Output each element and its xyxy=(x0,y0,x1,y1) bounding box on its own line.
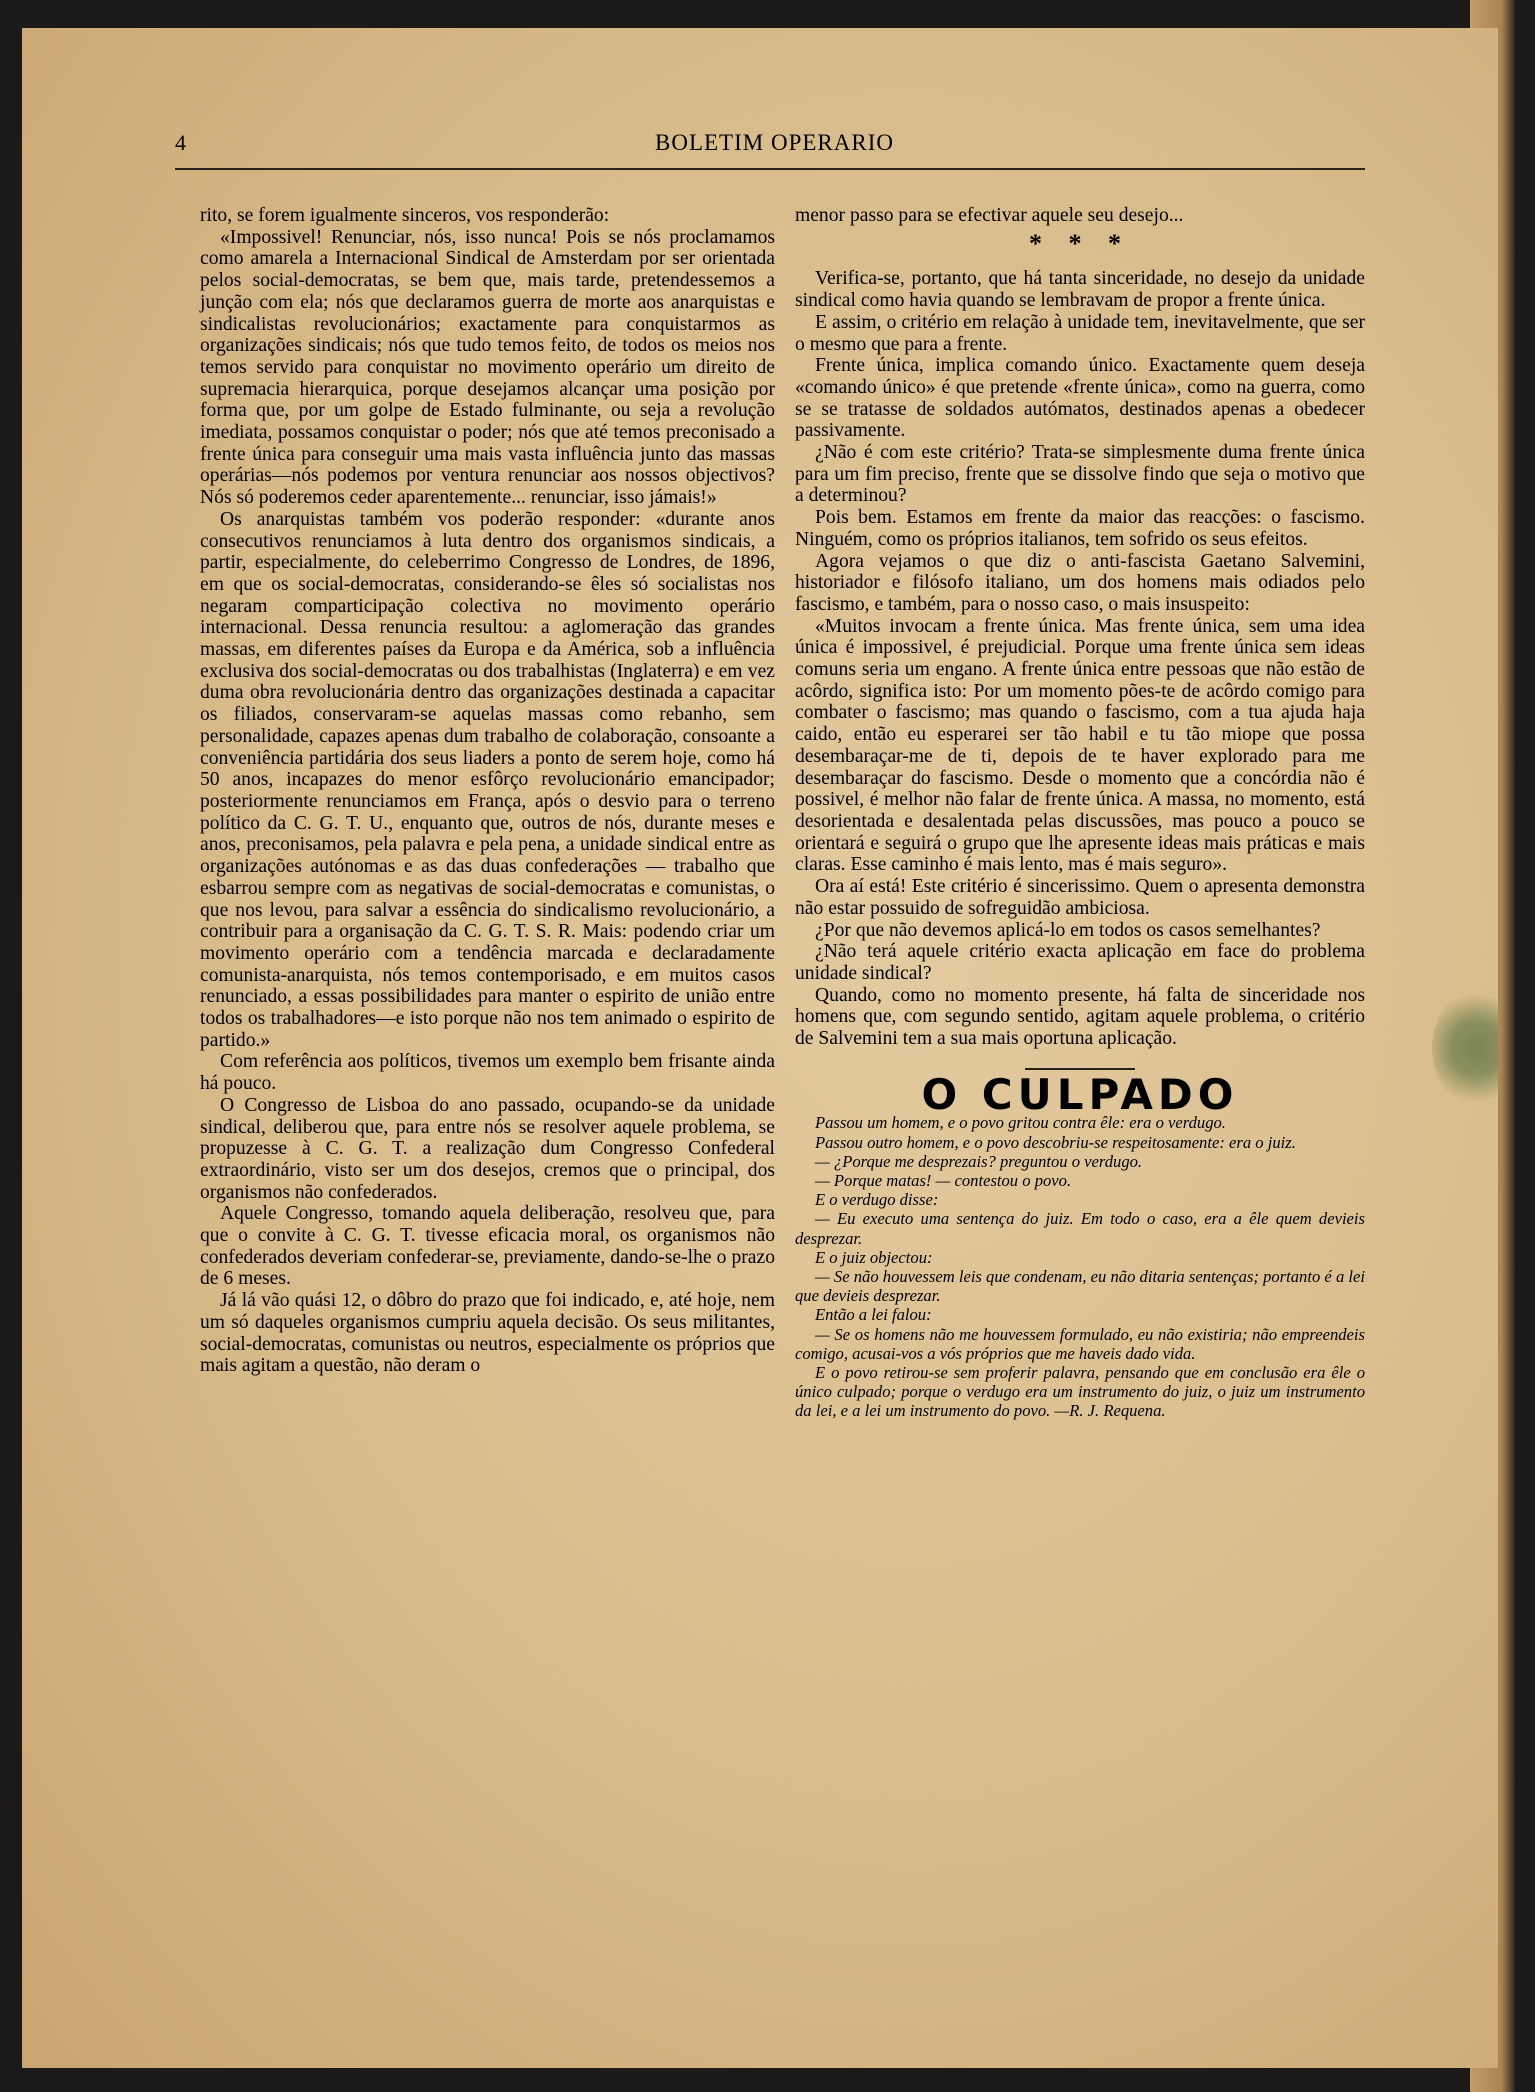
paragraph: ¿Por que não devemos aplicá-lo em todos os casos semelhantes? xyxy=(815,919,1321,941)
publication-title: BOLETIM OPERARIO xyxy=(655,130,894,155)
paragraph: Com referência aos políticos, tivemos um exemplo bem frisante ainda há pouco. xyxy=(200,1051,775,1095)
paragraph: ¿Não terá aquele critério exacta aplicação em face do problema unidade sindical? xyxy=(795,941,1365,984)
poem-line: — Eu executo uma sentença do juiz. Em todo o caso, era a êle quem devieis desprezar. xyxy=(795,1209,1365,1248)
left-column xyxy=(200,205,775,1377)
poem-line: E o povo retirou-se sem proferir palavra, pensando que em conclusão era êle o único culpado; porque o verdugo era um instrumento do juiz, o juiz um instrumento da lei, e a lei um instrumento do povo. —R. J. Requena. xyxy=(795,1363,1365,1421)
page-number: 4 xyxy=(175,130,186,155)
right-column xyxy=(795,205,1365,1421)
poem-line: Passou outro homem, e o povo descobriu-se respeitosamente: era o juiz. xyxy=(815,1132,1296,1152)
poem-line: — ¿Porque me desprezais? preguntou o verdugo. xyxy=(815,1151,1143,1171)
paragraph: E assim, o critério em relação à unidade tem, inevitavelmente, que ser o mesmo que para a frente. xyxy=(795,311,1365,355)
paragraph: rito, se forem igualmente sinceros, vos responderão: xyxy=(200,205,610,226)
section-title: O CULPADO xyxy=(921,1069,1239,1119)
paragraph: Pois bem. Estamos em frente da maior das reacções: o fascismo. Ninguém, como os próprios italianos, tem sofrido os seus efeitos. xyxy=(795,507,1365,550)
poem-line: — Se não houvessem leis que condenam, eu não ditaria sentenças; portanto é a lei que devieis desprezar. xyxy=(795,1267,1365,1306)
paragraph: O Congresso de Lisboa do ano passado, ocupando-se da unidade sindical, deliberou que, para entre nós se resolver aquele problema, se propuzesse à C. G. T. a realização dum Congresso Confederal extraordinário, visto ser um dos desejos, cremos que o principal, dos organismos não confederados. xyxy=(200,1094,775,1203)
paragraph: menor passo para se efectivar aquele seu desejo... xyxy=(795,205,1184,226)
poem-line: — Porque matas! — contestou o povo. xyxy=(815,1171,1072,1191)
paragraph: Os anarquistas também vos poderão responder: «durante anos consecutivos renunciamos à luta dentro dos organismos sindicais, a partir, especialmente, do celeberrimo Congresso de Londres, de 1896, em que os social-democratas, considerando-se êles só socialistas nos negaram comparticipação colectiva no movimento operário internacional. Dessa renuncia resultou: a aglomeração das grandes massas, em diferentes países da Europa e da América, sob a influência exclusiva dos social-democratas ou dos trabalhistas (Inglaterra) e em vez duma obra revolucionária dentro das organizações destinada a capacitar os filiados, conservaram-se aquelas massas como rebanho, sem personalidade, capazes apenas dum trabalho de colaboração, consoante a conveniência partidária dos seus liaders a ponto de serem hoje, como há 50 anos, incapazes do menor esfôrço revolucionário emancipador; posteriormente renunciamos em França, após o desvio para o terreno político da C. G. T. U., enquanto que, outros de nós, durante meses e anos, preconisamos, pela palavra e pela pena, a unidade sindical entre as organizações autónomas e as das duas confederações — trabalho que esbarrou sempre com as negativas de social-democratas e comunistas, o que nos levou, para salvar a essência do sindicalismo revolucionário, a contribuir para a organisação da C. G. T. S. R. Mais: podendo criar um movimento operário com a tendência marcada e declaradamente comunista-anarquista, nós temos contemporisado, e em muitos casos renunciado, a essas possibilidades para manter o espirito de união entre todos os trabalhadores—e isto porque não nos tem animado o espirito de partido.» xyxy=(200,508,775,1051)
paragraph: Verifica-se, portanto, que há tanta sinceridade, no desejo da unidade sindical como havia quando se lembravam de propor a frente única. xyxy=(795,268,1365,312)
paragraph: ¿Não é com este critério? Trata-se simplesmente duma frente única para um fim preciso, frente que se dissolve findo que seja o motivo que a determinou? xyxy=(795,442,1365,507)
paragraph: Aquele Congresso, tomando aquela deliberação, resolveu que, para que o convite à C. G. T. tivesse eficacia moral, os organismos não confederados deveriam confederar-se, previamente, dando-se-lhe o prazo de 6 meses. xyxy=(200,1203,775,1290)
paragraph: «Impossivel! Renunciar, nós, isso nunca! Pois se nós proclamamos como amarela a Internacional Sindical de Amsterdam por ser orientada pelos social-democratas, se bem que, mais tarde, pretendessemos a junção com ela; nós que declaramos guerra de morte aos anarquistas e sindicalistas revolucionários; exactamente para conquistarmos as organizações sindicais; nós que tudo temos feito, de todos os meios nos temos servido para conquistar no movimento operário um direito de supremacia hierarquica, porque desejamos alcançar uma posição por forma que, por um golpe de Estado fulminante, ou seja a revolução imediata, possamos conquistar o poder; nós que até temos preconisado a frente única para conseguir uma mais vasta influência junto das massas operárias—nós podemos por ventura renunciar aos nossos objectivos? Nós só poderemos ceder aparentemente... renunciar, isso jámais!» xyxy=(200,226,775,509)
paragraph: Quando, como no momento presente, há falta de sinceridade nos homens que, com segundo sentido, agitam aquele problema, o critério de Salvemini tem a sua mais oportuna aplicação. xyxy=(795,984,1365,1050)
header-rule xyxy=(175,168,1365,170)
poem-line: — Se os homens não me houvessem formulado, eu não existiria; não empreendeis comigo, acusai-vos a vós próprios que me haveis dado vida. xyxy=(795,1324,1365,1363)
section-divider: * * * xyxy=(1029,228,1131,258)
poem-block xyxy=(795,1113,1365,1420)
poem-line: E o verdugo disse: xyxy=(815,1190,939,1210)
paragraph: Já lá vão quási 12, o dôbro do prazo que foi indicado, e, até hoje, nem um só daqueles organismos cumpriu aquela decisão. Os seus militantes, social-democratas, comunistas ou neutros, especialmente os próprios que mais agitam a questão, não deram o xyxy=(200,1290,775,1377)
paragraph: Ora aí está! Este critério é sincerissimo. Quem o apresenta demonstra não estar possuido de sofreguidão ambiciosa. xyxy=(795,876,1365,919)
paragraph: Agora vejamos o que diz o anti-fascista Gaetano Salvemini, historiador e filósofo italiano, um dos homens mais odiados pelo fascismo, e também, para o nosso caso, o mais insuspeito: xyxy=(795,550,1365,615)
page-stain xyxy=(1432,988,1498,1108)
page-header xyxy=(175,130,1375,160)
poem-line: Então a lei falou: xyxy=(815,1305,932,1325)
paragraph: «Muitos invocam a frente única. Mas frente única, sem uma idea única é impossivel, é prejudicial. Porque uma frente única sem ideas comuns seria um engano. A frente única entre pessoas que não estão de acôrdo, significa isto: Por um momento pões-te de acôrdo comigo para combater o fascismo; mas quando o fascismo, com a tua ajuda haja caido, então eu esperarei ser tão habil e tu tão miope que possa desembaraçar-me de ti, depois de te haver explorado para me desembaraçar do fascismo. Desde o momento que a concórdia não é possivel, é melhor não falar de frente única. A massa, no momento, está desorientada e desalentada pelas discussões, mas pouco a pouco se orientará e seguirá o grupo que lhe apresente ideas mais práticas e mais claras. Esse caminho é mais lento, mas é mais seguro». xyxy=(795,615,1365,876)
poem-line: Passou um homem, e o povo gritou contra êle: era o verdugo. xyxy=(815,1113,1226,1133)
poem-line: E o juiz objectou: xyxy=(815,1247,933,1267)
paragraph: Frente única, implica comando único. Exactamente quem deseja «comando único» é que pretende «frente única», como na guerra, como se se tratasse de soldados autómatos, destinados apenas a obedecer passivamente. xyxy=(795,355,1365,442)
